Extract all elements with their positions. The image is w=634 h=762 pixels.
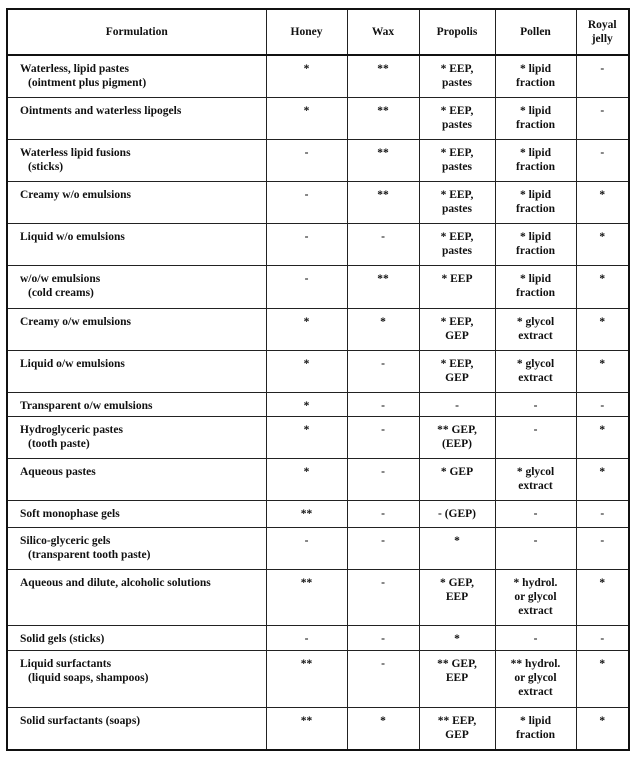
cell-text: ** (377, 272, 389, 285)
table-row (7, 97, 629, 139)
formulation-cell (7, 350, 266, 392)
cell-text: - (381, 507, 385, 520)
formulation-subtitle: (tooth paste) (28, 437, 90, 450)
cell-text: GEP (445, 728, 469, 741)
cell-text: - (600, 534, 605, 547)
pollen-cell (495, 350, 576, 392)
cell-text: * glycol (516, 465, 555, 478)
table-row (7, 350, 629, 392)
cell-text: ** (377, 188, 389, 201)
pollen-cell (495, 55, 576, 97)
cell-text: - (381, 399, 385, 412)
cell-text: GEP (445, 329, 469, 342)
cell-text: * lipid (519, 230, 551, 243)
table-row (7, 650, 629, 707)
cell-text: pastes (441, 244, 473, 257)
propolis-cell (419, 308, 495, 350)
cell-text: * lipid (519, 63, 551, 75)
table-body (7, 55, 629, 750)
royal-jelly-cell (576, 416, 629, 458)
honey-cell (266, 392, 347, 416)
table-row (7, 308, 629, 350)
formulation-name: Aqueous and dilute, alcoholic solutions (20, 576, 211, 589)
honey-cell (266, 97, 347, 139)
column-header-honey: Honey (266, 9, 347, 55)
formulation-name: Transparent o/w emulsions (20, 399, 153, 412)
cell-text: pastes (441, 118, 473, 131)
propolis-cell (419, 181, 495, 223)
cell-text: ** (300, 714, 313, 727)
formulation-subtitle: (sticks) (28, 160, 64, 173)
royal-jelly-cell (576, 181, 629, 223)
cell-text: * (599, 465, 606, 478)
formulation-cell (7, 527, 266, 569)
cell-text: * lipid (519, 714, 551, 727)
cell-text: fraction (516, 244, 555, 257)
formulation-name: w/o/w emulsions (20, 272, 101, 285)
cell-text: ** (377, 104, 389, 117)
cell-text: * (303, 465, 310, 478)
cell-text: - (600, 399, 605, 412)
table-row (7, 223, 629, 265)
honey-cell (266, 265, 347, 308)
cell-text: pastes (441, 160, 473, 173)
cell-text: fraction (516, 77, 555, 89)
wax-cell (347, 265, 419, 308)
table-row (7, 55, 629, 97)
column-header-royal-jelly: Royal jelly (576, 9, 629, 55)
formulation-name: Soft monophase gels (20, 507, 120, 520)
wax-cell (347, 707, 419, 750)
wax-cell (347, 55, 419, 97)
cell-text: * lipid (519, 104, 551, 117)
table-row (7, 527, 629, 569)
pollen-cell (495, 707, 576, 750)
cell-text: - (600, 632, 605, 645)
cell-text: - (304, 534, 309, 547)
pollen-cell (495, 500, 576, 527)
propolis-cell (419, 55, 495, 97)
honey-cell (266, 650, 347, 707)
cell-text: * lipid (519, 146, 551, 159)
cell-text: ** (377, 63, 389, 75)
cell-text: - (381, 230, 385, 243)
formulation-cell (7, 416, 266, 458)
cell-text: * glycol (516, 357, 555, 370)
royal-jelly-cell (576, 458, 629, 500)
formulation-name: Liquid surfactants (20, 657, 112, 670)
honey-cell (266, 223, 347, 265)
wax-cell (347, 350, 419, 392)
propolis-cell (419, 416, 495, 458)
royal-jelly-cell (576, 55, 629, 97)
cell-text: ** (300, 576, 313, 589)
cell-text: - (600, 63, 605, 75)
propolis-cell (419, 97, 495, 139)
formulation-cell (7, 181, 266, 223)
royal-jelly-cell (576, 392, 629, 416)
cell-text: * (599, 315, 606, 328)
royal-jelly-cell (576, 265, 629, 308)
cell-text: * GEP (440, 465, 474, 478)
pollen-cell (495, 223, 576, 265)
formulation-name: Creamy w/o emulsions (20, 188, 131, 201)
cell-text: * hydrol. (513, 576, 558, 589)
cell-text: ** GEP, (437, 657, 477, 670)
cell-text: * (303, 399, 310, 412)
cell-text: * (599, 357, 606, 370)
cell-text: * (599, 188, 606, 201)
royal-jelly-cell (576, 350, 629, 392)
pollen-cell (495, 416, 576, 458)
cell-text: * EEP, (440, 230, 474, 243)
cell-text: pastes (441, 77, 473, 89)
cell-text: extract (518, 371, 553, 384)
cell-text: * (454, 534, 460, 547)
cell-text: ** (300, 507, 313, 520)
propolis-cell (419, 650, 495, 707)
cell-text: - (381, 657, 385, 670)
royal-jelly-cell (576, 569, 629, 625)
cell-text: EEP (445, 590, 469, 603)
cell-text: - (381, 423, 385, 436)
formulation-cell (7, 97, 266, 139)
propolis-cell (419, 527, 495, 569)
formulation-cell (7, 458, 266, 500)
cell-text: * (303, 104, 310, 117)
pollen-cell (495, 569, 576, 625)
table-row (7, 569, 629, 625)
wax-cell (347, 97, 419, 139)
formulation-cell (7, 569, 266, 625)
formulation-name: Hydroglyceric pastes (20, 423, 123, 436)
cell-text: * EEP, (440, 63, 474, 75)
propolis-cell (419, 625, 495, 650)
cell-text: * lipid (519, 272, 551, 285)
propolis-cell (419, 265, 495, 308)
cell-text: * lipid (519, 188, 551, 201)
propolis-cell (419, 458, 495, 500)
cell-text: extract (518, 479, 553, 492)
royal-jelly-cell (576, 308, 629, 350)
cell-text: pastes (441, 202, 473, 215)
column-header-pollen: Pollen (495, 9, 576, 55)
wax-cell (347, 416, 419, 458)
royal-jelly-cell (576, 527, 629, 569)
formulation-cell (7, 139, 266, 181)
propolis-cell (419, 223, 495, 265)
cell-text: extract (518, 329, 553, 342)
cell-text: - (304, 230, 309, 243)
cell-text: * (599, 576, 606, 589)
header-row (7, 9, 629, 55)
formulation-subtitle: (liquid soaps, shampoos) (28, 671, 149, 684)
wax-cell (347, 181, 419, 223)
cell-text: * EEP, (440, 146, 474, 159)
honey-cell (266, 707, 347, 750)
cell-text: - (381, 576, 385, 589)
wax-cell (347, 392, 419, 416)
formulation-name: Aqueous pastes (20, 465, 96, 478)
wax-cell (347, 500, 419, 527)
royal-jelly-cell (576, 650, 629, 707)
column-header-wax: Wax (347, 9, 419, 55)
cell-text: fraction (516, 160, 555, 173)
cell-text: - (381, 534, 385, 547)
pollen-cell (495, 527, 576, 569)
formulation-cell (7, 650, 266, 707)
cell-text: - (381, 357, 385, 370)
cell-text: - (304, 146, 309, 159)
honey-cell (266, 308, 347, 350)
honey-cell (266, 458, 347, 500)
wax-cell (347, 625, 419, 650)
wax-cell (347, 569, 419, 625)
table-row (7, 181, 629, 223)
royal-jelly-cell (576, 625, 629, 650)
cell-text: - (381, 632, 385, 645)
table-row (7, 500, 629, 527)
cell-text: * glycol (516, 315, 555, 328)
cell-text: fraction (516, 286, 555, 299)
cell-text: ** EEP, (437, 714, 477, 727)
royal-jelly-cell (576, 707, 629, 750)
cell-text: - (533, 399, 538, 412)
cell-text: * (599, 230, 606, 243)
column-header-propolis: Propolis (419, 9, 495, 55)
cell-text: - (304, 632, 309, 645)
wax-cell (347, 527, 419, 569)
formulation-name: Waterless lipid fusions (20, 146, 131, 159)
pollen-cell (495, 308, 576, 350)
cell-text: * (454, 632, 460, 645)
cell-text: - (455, 399, 459, 412)
formulation-name: Solid gels (sticks) (20, 632, 105, 645)
cell-text: fraction (516, 728, 555, 741)
formulation-cell (7, 707, 266, 750)
royal-jelly-cell (576, 139, 629, 181)
propolis-cell (419, 500, 495, 527)
pollen-cell (495, 265, 576, 308)
propolis-cell (419, 350, 495, 392)
formulation-name: Ointments and waterless lipogels (20, 104, 182, 117)
cell-text: * (599, 272, 606, 285)
formulation-name: Liquid o/w emulsions (20, 357, 125, 370)
cell-text: fraction (516, 118, 555, 131)
pollen-cell (495, 97, 576, 139)
column-header-formulation: Formulation (7, 9, 266, 55)
formulation-subtitle: (cold creams) (28, 286, 94, 299)
cell-text: * (303, 63, 310, 75)
formulation-name: Liquid w/o emulsions (20, 230, 125, 243)
table-row (7, 139, 629, 181)
cell-text: extract (518, 604, 553, 617)
wax-cell (347, 223, 419, 265)
formulation-table (6, 8, 630, 751)
cell-text: * GEP, (439, 576, 475, 589)
table-row (7, 265, 629, 308)
pollen-cell (495, 625, 576, 650)
royal-jelly-cell (576, 97, 629, 139)
cell-text: or glycol (514, 590, 557, 603)
honey-cell (266, 139, 347, 181)
cell-text: * (380, 714, 386, 727)
cell-text: EEP (445, 671, 469, 684)
propolis-cell (419, 707, 495, 750)
propolis-cell (419, 569, 495, 625)
honey-cell (266, 527, 347, 569)
formulation-cell (7, 392, 266, 416)
cell-text: * EEP, (440, 315, 474, 328)
formulation-subtitle: (transparent tooth paste) (28, 548, 151, 561)
formulation-cell (7, 625, 266, 650)
cell-text: - (533, 534, 538, 547)
pollen-cell (495, 392, 576, 416)
propolis-cell (419, 392, 495, 416)
wax-cell (347, 308, 419, 350)
wax-cell (347, 458, 419, 500)
pollen-cell (495, 181, 576, 223)
wax-cell (347, 650, 419, 707)
honey-cell (266, 416, 347, 458)
cell-text: * (303, 357, 310, 370)
cell-text: - (304, 272, 309, 285)
cell-text: * EEP, (440, 188, 474, 201)
pollen-cell (495, 139, 576, 181)
formulation-cell (7, 55, 266, 97)
formulation-cell (7, 223, 266, 265)
cell-text: * (599, 423, 606, 436)
propolis-cell (419, 139, 495, 181)
formulation-name: Creamy o/w emulsions (20, 315, 131, 328)
cell-text: - (600, 104, 605, 117)
cell-text: ** (300, 657, 313, 670)
cell-text: - (304, 188, 309, 201)
cell-text: ** hydrol. (510, 657, 561, 670)
cell-text: (EEP) (441, 437, 473, 450)
table-row (7, 392, 629, 416)
cell-text: * EEP, (440, 104, 474, 117)
cell-text: - (600, 146, 605, 159)
formulation-cell (7, 308, 266, 350)
cell-text: ** (377, 146, 389, 159)
cell-text: * EEP (441, 272, 473, 285)
honey-cell (266, 500, 347, 527)
pollen-cell (495, 650, 576, 707)
cell-text: * (303, 423, 310, 436)
table-row (7, 707, 629, 750)
table-row (7, 625, 629, 650)
formulation-name: Waterless, lipid pastes (20, 63, 129, 75)
pollen-cell (495, 458, 576, 500)
cell-text: * (599, 657, 606, 670)
cell-text: * EEP, (440, 357, 474, 370)
cell-text: - (381, 465, 385, 478)
formulation-subtitle: (ointment plus pigment) (28, 77, 147, 89)
cell-text: ** GEP, (437, 423, 477, 436)
cell-text: fraction (516, 202, 555, 215)
cell-text: * (380, 315, 386, 328)
honey-cell (266, 569, 347, 625)
cell-text: extract (518, 685, 553, 698)
wax-cell (347, 139, 419, 181)
honey-cell (266, 350, 347, 392)
formulation-cell (7, 500, 266, 527)
royal-jelly-cell (576, 500, 629, 527)
formulation-name: Silico-glyceric gels (20, 534, 111, 547)
honey-cell (266, 181, 347, 223)
cell-text: - (533, 423, 538, 436)
cell-text: GEP (445, 371, 469, 384)
formulation-cell (7, 265, 266, 308)
cell-text: * (303, 315, 310, 328)
table-row (7, 458, 629, 500)
table-row (7, 416, 629, 458)
honey-cell (266, 55, 347, 97)
cell-text: or glycol (514, 671, 557, 684)
honey-cell (266, 625, 347, 650)
cell-text: - (533, 632, 538, 645)
cell-text: * (599, 714, 606, 727)
cell-text: - (533, 507, 538, 520)
formulation-name: Solid surfactants (soaps) (20, 714, 141, 727)
royal-jelly-cell (576, 223, 629, 265)
cell-text: - (600, 507, 605, 520)
cell-text: - (GEP) (437, 507, 476, 520)
